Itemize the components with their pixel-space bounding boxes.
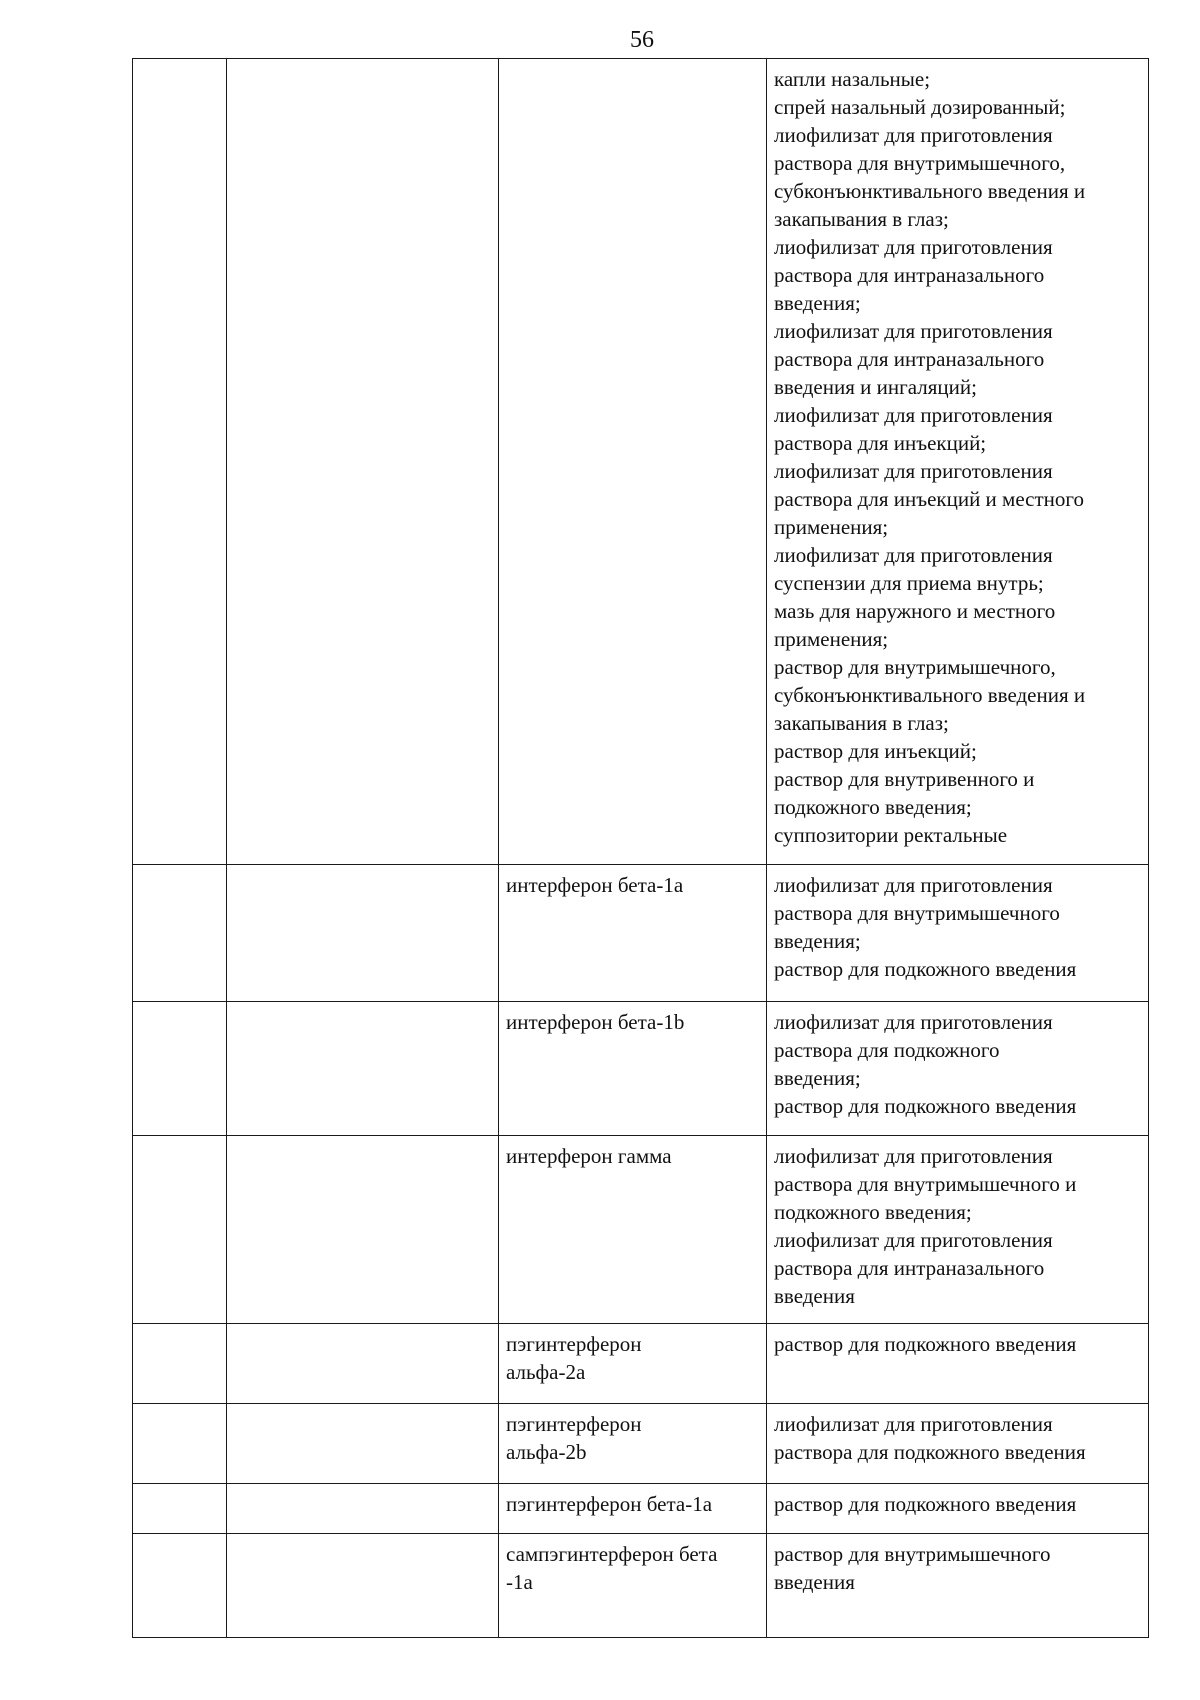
table-row xyxy=(133,1404,1149,1484)
dosage-form-line: применения; xyxy=(774,515,889,539)
dosage-form-line: раствор для подкожного введения xyxy=(774,1094,1077,1118)
drug-name-line: пэгинтерферон xyxy=(506,1332,642,1356)
dosage-form-line: закапывания в глаз; xyxy=(774,207,949,231)
table-row xyxy=(133,1324,1149,1404)
drug-name-line: пэгинтерферон бета-1a xyxy=(506,1492,713,1516)
dosage-form-line: лиофилизат для приготовления xyxy=(774,235,1053,259)
drug-name-cell xyxy=(499,1484,767,1534)
code-cell xyxy=(133,1136,227,1324)
code-cell xyxy=(133,1484,227,1534)
dosage-form-line: раствора для внутримышечного xyxy=(774,901,1060,925)
dosage-form-line: субконъюнктивального введения и xyxy=(774,683,1086,707)
dosage-form-line: раствора для подкожного введения xyxy=(774,1440,1086,1464)
dosage-form-line: введения xyxy=(774,1284,855,1308)
dosage-form-line: раствора для внутримышечного и xyxy=(774,1172,1077,1196)
code-cell xyxy=(133,1404,227,1484)
table-row xyxy=(133,1484,1149,1534)
dosage-form-line: суспензии для приема внутрь; xyxy=(774,571,1044,595)
drug-name-line: альфа-2b xyxy=(506,1440,587,1464)
dosage-form-line: применения; xyxy=(774,627,889,651)
dosage-form-line: раствора для интраназального xyxy=(774,347,1045,371)
group-cell xyxy=(227,1404,499,1484)
dosage-form-line: лиофилизат для приготовления xyxy=(774,319,1053,343)
drug-name-line: сампэгинтерферон бета xyxy=(506,1542,718,1566)
dosage-form-line: лиофилизат для приготовления xyxy=(774,1412,1053,1436)
dosage-forms-cell xyxy=(767,1484,1149,1534)
dosage-form-line: закапывания в глаз; xyxy=(774,711,949,735)
dosage-form-line: раствора для интраназального xyxy=(774,263,1045,287)
table-row xyxy=(133,1002,1149,1136)
dosage-form-line: суппозитории ректальные xyxy=(774,823,1008,847)
dosage-form-line: подкожного введения; xyxy=(774,1200,972,1224)
drug-name-cell xyxy=(499,865,767,1002)
drug-name-cell xyxy=(499,1324,767,1404)
group-cell xyxy=(227,1534,499,1638)
dosage-form-line: лиофилизат для приготовления xyxy=(774,403,1053,427)
dosage-form-line: раствора для внутримышечного, xyxy=(774,151,1066,175)
drug-name-line: -1a xyxy=(506,1570,533,1594)
dosage-form-line: раствор для внутривенного и xyxy=(774,767,1035,791)
drug-name-cell xyxy=(499,1534,767,1638)
drug-name-cell xyxy=(499,59,767,865)
table-row xyxy=(133,1136,1149,1324)
group-cell xyxy=(227,59,499,865)
drug-name-line: альфа-2a xyxy=(506,1360,586,1384)
dosage-form-line: раствор для подкожного введения xyxy=(774,957,1077,981)
group-cell xyxy=(227,865,499,1002)
drug-name-cell xyxy=(499,1136,767,1324)
dosage-forms-cell xyxy=(767,865,1149,1002)
dosage-form-line: подкожного введения; xyxy=(774,795,972,819)
dosage-form-line: раствора для интраназального xyxy=(774,1256,1045,1280)
code-cell xyxy=(133,865,227,1002)
table-row xyxy=(133,59,1149,865)
dosage-form-line: раствор для подкожного введения xyxy=(774,1492,1077,1516)
drug-name-line: пэгинтерферон xyxy=(506,1412,642,1436)
drug-table xyxy=(132,58,1149,1638)
dosage-form-line: введения xyxy=(774,1570,855,1594)
dosage-form-line: спрей назальный дозированный; xyxy=(774,95,1066,119)
dosage-form-line: капли назальные; xyxy=(774,67,931,91)
drug-name-line: интерферон бета-1b xyxy=(506,1010,685,1034)
dosage-form-line: раствор для внутримышечного, xyxy=(774,655,1056,679)
dosage-form-line: лиофилизат для приготовления xyxy=(774,1144,1053,1168)
dosage-form-line: раствор для подкожного введения xyxy=(774,1332,1077,1356)
dosage-forms-cell xyxy=(767,1324,1149,1404)
dosage-form-line: лиофилизат для приготовления xyxy=(774,1228,1053,1252)
drug-name-line: интерферон бета-1a xyxy=(506,873,684,897)
dosage-form-line: введения; xyxy=(774,1066,861,1090)
dosage-forms-cell xyxy=(767,1002,1149,1136)
dosage-form-line: раствора для подкожного xyxy=(774,1038,1000,1062)
dosage-form-line: введения; xyxy=(774,291,861,315)
code-cell xyxy=(133,1002,227,1136)
dosage-form-line: введения; xyxy=(774,929,861,953)
dosage-forms-cell xyxy=(767,1136,1149,1324)
code-cell xyxy=(133,1324,227,1404)
dosage-form-line: лиофилизат для приготовления xyxy=(774,543,1053,567)
code-cell xyxy=(133,59,227,865)
drug-name-line: интерферон гамма xyxy=(506,1144,672,1168)
group-cell xyxy=(227,1002,499,1136)
dosage-forms-cell xyxy=(767,1404,1149,1484)
group-cell xyxy=(227,1324,499,1404)
dosage-form-line: субконъюнктивального введения и xyxy=(774,179,1086,203)
dosage-form-line: лиофилизат для приготовления xyxy=(774,459,1053,483)
dosage-form-line: лиофилизат для приготовления xyxy=(774,873,1053,897)
code-cell xyxy=(133,1534,227,1638)
dosage-form-line: мазь для наружного и местного xyxy=(774,599,1056,623)
drug-name-cell xyxy=(499,1404,767,1484)
table-row xyxy=(133,1534,1149,1638)
dosage-form-line: введения и ингаляций; xyxy=(774,375,977,399)
group-cell xyxy=(227,1136,499,1324)
dosage-form-line: лиофилизат для приготовления xyxy=(774,1010,1053,1034)
dosage-form-line: раствор для инъекций; xyxy=(774,739,977,763)
table-body xyxy=(133,59,1149,1638)
dosage-form-line: лиофилизат для приготовления xyxy=(774,123,1053,147)
group-cell xyxy=(227,1484,499,1534)
dosage-form-line: раствора для инъекций и местного xyxy=(774,487,1085,511)
dosage-form-line: раствор для внутримышечного xyxy=(774,1542,1051,1566)
dosage-form-line: раствора для инъекций; xyxy=(774,431,987,455)
dosage-forms-cell xyxy=(767,1534,1149,1638)
drug-name-cell xyxy=(499,1002,767,1136)
dosage-forms-cell xyxy=(767,59,1149,865)
page-number: 56 xyxy=(630,27,654,53)
table-row xyxy=(133,865,1149,1002)
